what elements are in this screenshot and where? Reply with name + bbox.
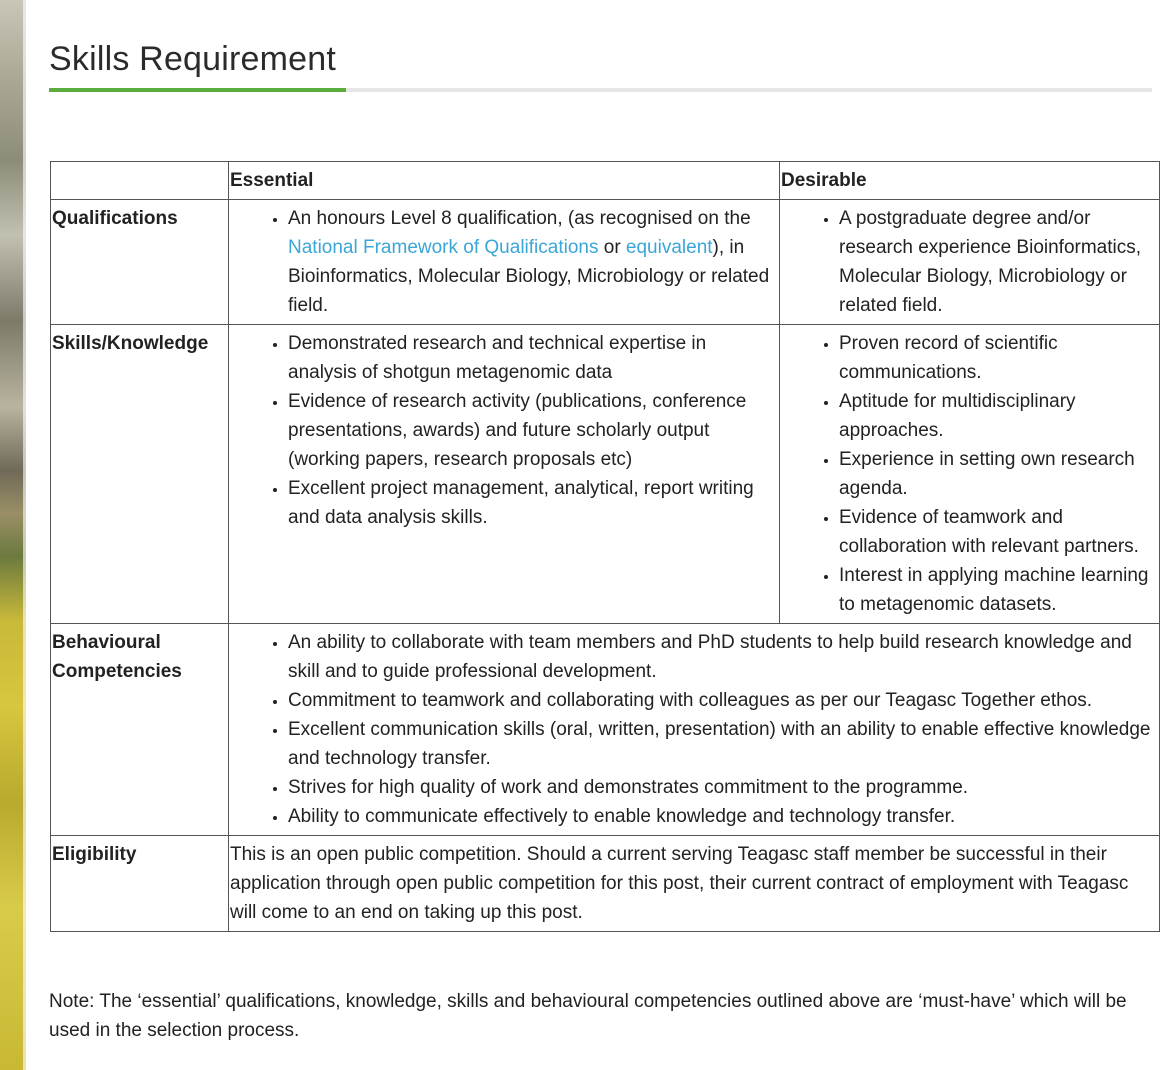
- header-essential: Essential: [229, 162, 780, 200]
- list-item: • Ability to communicate effectively to enable knowledge and technology transfer.: [288, 802, 1159, 831]
- row-label-skills: Skills/Knowledge: [51, 325, 229, 624]
- list-item: • An ability to collaborate with team members and PhD students to help build research knowledge and skill and to guide professional development.: [288, 628, 1159, 686]
- list-item: • Interest in applying machine learning to metagenomic datasets.: [839, 561, 1159, 619]
- list-item: • Proven record of scientific communications.: [839, 329, 1159, 387]
- title-underline: [49, 88, 1152, 92]
- skills-essential-cell: [229, 325, 780, 624]
- nfq-link[interactable]: National Framework of Qualifications: [288, 237, 599, 258]
- list-item: • A postgraduate degree and/or research experience Bioinformatics, Molecular Biology, Microbiology or related field.: [839, 204, 1159, 320]
- background-photo-strip: [0, 0, 26, 1070]
- list-item: • Evidence of research activity (publications, conference presentations, awards) and future scholarly output (working papers, research proposals etc): [288, 387, 779, 474]
- header-desirable: Desirable: [780, 162, 1160, 200]
- equivalent-link[interactable]: equivalent: [625, 237, 713, 258]
- table-row-behavioural: [51, 624, 1160, 836]
- list-item: • Strives for high quality of work and demonstrates commitment to the programme.: [288, 773, 1159, 802]
- list-item: • Commitment to teamwork and collaborating with colleagues as per our Teagasc Together ethos.: [288, 686, 1159, 715]
- list-item: • An honours Level 8 qualification, (as recognised on the National Framework of Qualifications or equivalent), in Bioinformatics, Molecular Biology, Microbiology or related field.: [288, 204, 779, 320]
- header-category: [51, 162, 229, 200]
- eligibility-cell: This is an open public competition. Should a current serving Teagasc staff member be successful in their application through open public competition for this post, their current contract of employment with Teagasc will come to an end on taking up this post.: [229, 836, 1160, 932]
- behavioural-cell: [229, 624, 1160, 836]
- row-label-qualifications: Qualifications: [51, 200, 229, 325]
- qualifications-essential-cell: [229, 200, 780, 325]
- list-item: • Aptitude for multidisciplinary approaches.: [839, 387, 1159, 445]
- table-row-skills: [51, 325, 1160, 624]
- table-row-qualifications: [51, 200, 1160, 325]
- title-underline-accent: [49, 88, 346, 92]
- table-header-row: [51, 162, 1160, 200]
- list-item: • Excellent project management, analytical, report writing and data analysis skills.: [288, 474, 779, 532]
- list-item: • Evidence of teamwork and collaboration with relevant partners.: [839, 503, 1159, 561]
- list-item: • Experience in setting own research agenda.: [839, 445, 1159, 503]
- list-item: • Excellent communication skills (oral, written, presentation) with an ability to enable effective knowledge and technology transfer.: [288, 715, 1159, 773]
- qualifications-desirable-cell: [780, 200, 1160, 325]
- selection-note: Note: The ‘essential’ qualifications, knowledge, skills and behavioural competencies outlined above are ‘must-have’ which will be used in the selection process.: [49, 991, 1127, 1041]
- list-item: • Demonstrated research and technical expertise in analysis of shotgun metagenomic data: [288, 329, 779, 387]
- table-row-eligibility: [51, 836, 1160, 932]
- row-label-eligibility: Eligibility: [51, 836, 229, 932]
- row-label-behavioural: Behavioural Competencies: [51, 624, 229, 836]
- page-title: Skills Requirement: [49, 40, 337, 78]
- skills-requirement-table: [50, 161, 1160, 932]
- skills-desirable-cell: [780, 325, 1160, 624]
